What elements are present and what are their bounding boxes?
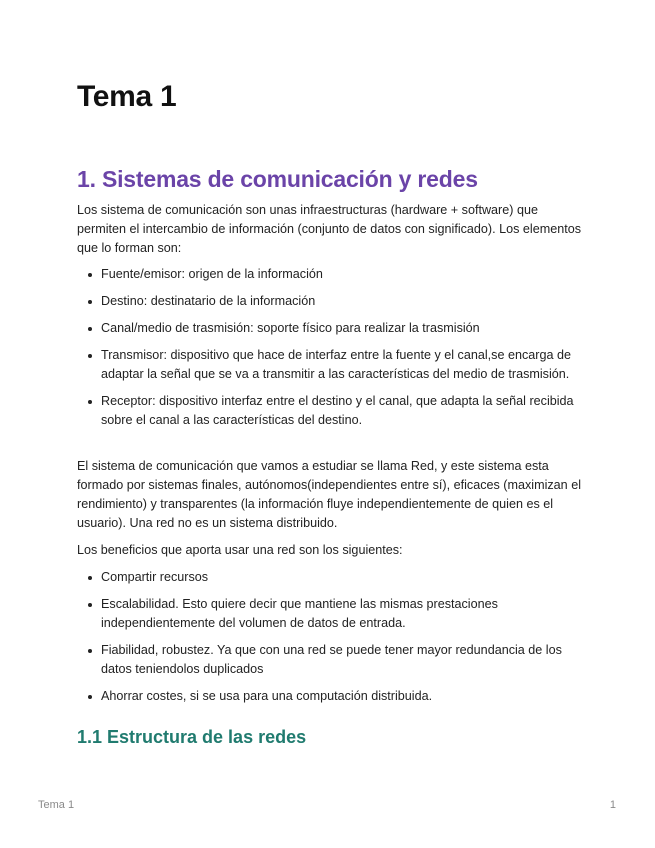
bullet-icon <box>88 400 92 404</box>
list-item-text: Canal/medio de trasmisión: soporte físico para realizar la trasmisión <box>101 321 480 335</box>
benefits-intro: Los beneficios que aporta usar una red son los siguientes: <box>77 543 403 557</box>
elements-list <box>77 265 577 438</box>
network-paragraph: El sistema de comunicación que vamos a estudiar se llama Red, y este sistema esta formado por sistemas finales, autónomos(independientes entre sí), eficaces (maximizan el rendimiento) y transparentes (la información fluye independientemente de quien es el usuario). Una red no es un sistema distribuido. <box>77 459 581 530</box>
bullet-icon <box>88 649 92 653</box>
list-item-text: Fuente/emisor: origen de la información <box>101 267 323 281</box>
list-item-text: Fiabilidad, robustez. Ya que con una red se puede tener mayor redundancia de los datos teniendolos duplicados <box>101 643 562 676</box>
footer-title: Tema 1 <box>38 799 75 811</box>
bullet-icon <box>88 354 92 358</box>
list-item <box>77 595 577 633</box>
benefits-list <box>77 568 577 714</box>
list-item <box>77 319 577 338</box>
intro-paragraph: Los sistema de comunicación son unas infraestructuras (hardware + software) que permiten el intercambio de información (conjunto de datos con significado). Los elementos que lo forman son: <box>77 203 582 255</box>
bullet-icon <box>88 695 92 699</box>
list-item-text: Destino: destinatario de la información <box>101 294 316 308</box>
list-item-text: Escalabilidad. Esto quiere decir que mantiene las mismas prestaciones independientemente del volumen de datos de entrada. <box>101 597 498 630</box>
page-content <box>77 78 582 747</box>
list-item-text: Transmisor: dispositivo que hace de interfaz entre la fuente y el canal,se encarga de adaptar la señal que se va a transmitir a las características del medio de trasmisión. <box>101 348 571 381</box>
list-item <box>77 641 577 679</box>
list-item <box>77 687 577 706</box>
list-item <box>77 346 577 384</box>
bullet-icon <box>88 603 92 607</box>
list-item-text: Receptor: dispositivo interfaz entre el destino y el canal, que adapta la señal recibida sobre el canal a las características del destino. <box>101 394 574 427</box>
bullet-icon <box>88 327 92 331</box>
page-number: 1 <box>609 799 616 811</box>
bullet-icon <box>88 576 92 580</box>
list-item <box>77 392 577 430</box>
section-heading: 1. Sistemas de comunicación y redes <box>77 166 478 192</box>
list-item <box>77 568 577 587</box>
list-item <box>77 265 577 284</box>
subsection-heading: 1.1 Estructura de las redes <box>77 727 307 747</box>
list-item <box>77 292 577 311</box>
bullet-icon <box>88 300 92 304</box>
list-item-text: Ahorrar costes, si se usa para una computación distribuida. <box>101 689 433 703</box>
bullet-icon <box>88 273 92 277</box>
list-item-text: Compartir recursos <box>101 570 209 584</box>
page-title: Tema 1 <box>77 80 177 113</box>
